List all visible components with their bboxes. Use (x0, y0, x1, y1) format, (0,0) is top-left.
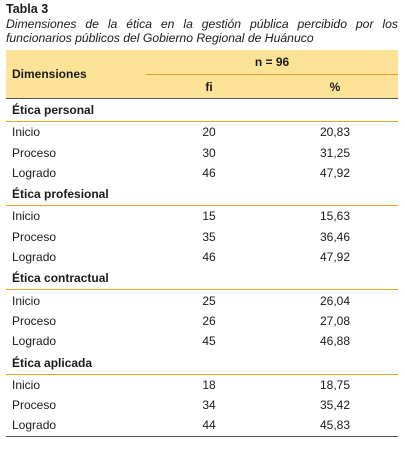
row-label: Logrado (12, 250, 57, 265)
row-label: Proceso (12, 229, 57, 244)
row-percent: 20,83 (319, 125, 351, 140)
table-row (6, 206, 398, 227)
row-percent: 47,92 (319, 165, 351, 180)
header-fi: fi (146, 75, 272, 99)
row-fi: 46 (202, 250, 216, 265)
row-fi: 26 (202, 313, 216, 328)
table-row (6, 395, 398, 415)
row-percent: 26,04 (319, 293, 351, 308)
section-row (6, 183, 398, 206)
section-title: Ética contractual (6, 267, 398, 290)
section-row (6, 267, 398, 290)
table-row (6, 290, 398, 311)
section-row (6, 99, 398, 122)
table-caption: Dimensiones de la ética en la gestión pública percibido por los funcionarios públicos del Gobierno Regional de Huánuco (6, 17, 398, 45)
row-percent: 27,08 (319, 313, 351, 328)
row-label: Inicio (12, 377, 41, 392)
table-row (6, 142, 398, 162)
table-row (6, 374, 398, 395)
section-title: Ética personal (6, 99, 398, 122)
row-fi: 46 (202, 165, 216, 180)
table-row (6, 227, 398, 247)
table-row (6, 415, 398, 436)
table-figure (6, 2, 398, 437)
table-row (6, 163, 398, 183)
row-fi: 44 (146, 415, 272, 436)
row-percent: 15,63 (319, 209, 351, 224)
row-fi: 15 (202, 209, 216, 224)
table-row (6, 247, 398, 267)
table-row (6, 311, 398, 331)
row-label: Inicio (12, 209, 41, 224)
table-body (6, 99, 398, 437)
row-label: Logrado (12, 334, 57, 349)
table-row (6, 122, 398, 143)
row-label: Proceso (12, 313, 57, 328)
header-group-n: n = 96 (146, 50, 398, 75)
row-percent: 47,92 (319, 250, 351, 265)
table-header (6, 50, 398, 99)
row-label: Inicio (12, 293, 41, 308)
row-percent: 46,88 (319, 334, 351, 349)
row-label: Logrado (6, 415, 146, 436)
header-percent: % (272, 75, 398, 99)
row-percent: 35,42 (319, 398, 351, 413)
row-label: Proceso (12, 145, 57, 160)
row-label: Inicio (12, 125, 41, 140)
row-fi: 18 (202, 377, 216, 392)
data-table (6, 50, 398, 437)
row-fi: 25 (202, 293, 216, 308)
section-title: Ética profesional (6, 183, 398, 206)
row-percent: 18,75 (319, 377, 351, 392)
header-dimensions: Dimensiones (6, 50, 146, 99)
row-fi: 34 (202, 398, 216, 413)
row-percent: 45,83 (272, 415, 398, 436)
table-row (6, 331, 398, 351)
section-row (6, 352, 398, 375)
row-fi: 45 (202, 334, 216, 349)
table-label: Tabla 3 (6, 2, 49, 16)
row-fi: 35 (202, 229, 216, 244)
row-fi: 30 (202, 145, 216, 160)
row-percent: 31,25 (319, 145, 351, 160)
section-title: Ética aplicada (6, 352, 398, 375)
row-percent: 36,46 (319, 229, 351, 244)
row-label: Proceso (12, 398, 57, 413)
row-fi: 20 (202, 125, 216, 140)
row-label: Logrado (12, 165, 57, 180)
